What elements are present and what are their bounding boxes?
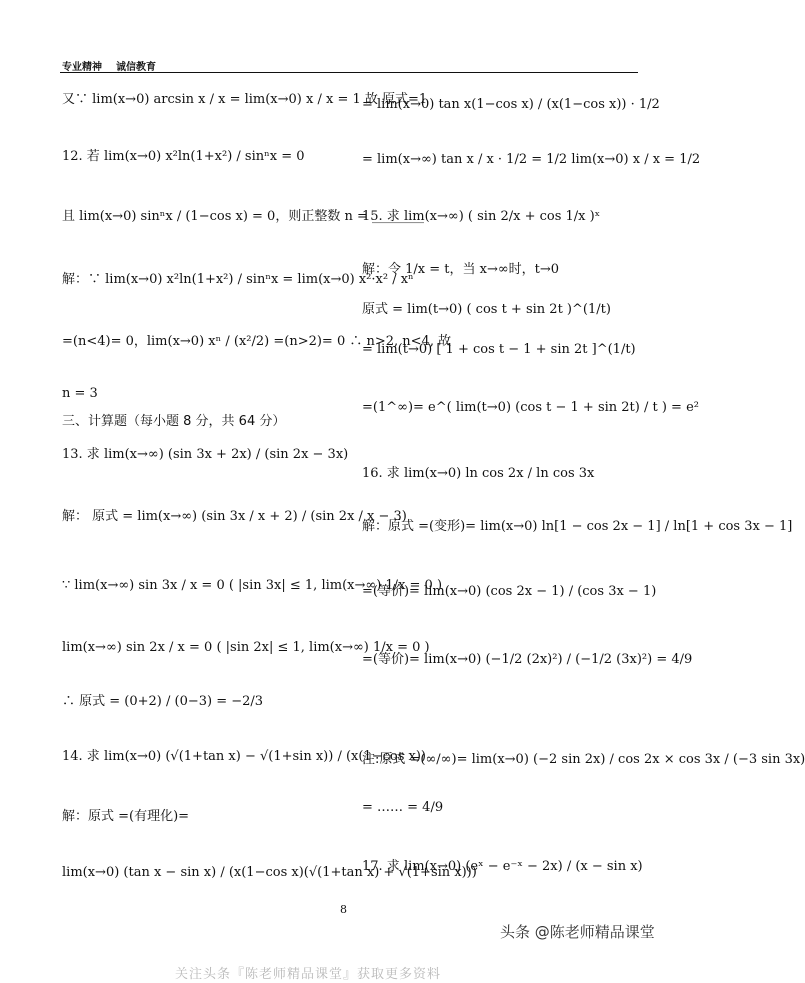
problem-16-solution: 解：原式 =(变形)= lim(x→0) ln[1 − cos 2x − 1] / ln[1 + cos 3x − 1] <box>362 519 793 534</box>
problem-12-solution-step: =(n<4)= 0，lim(x→0) xⁿ / (x²/2) =(n>2)= 0 ∴ n>2, n<4, 故 <box>62 334 452 349</box>
problem-15-step: 原式 = lim(t→0) ( cos t + sin 2t )^(1/t) <box>362 302 611 317</box>
problem-13-statement: 13. 求 lim(x→∞) (sin 3x + 2x) / (sin 2x − 3x) <box>62 447 349 462</box>
problem-12-solution: 解：∵ lim(x→0) x²ln(1+x²) / sinⁿx = lim(x→0) x²·x² / xⁿ <box>62 272 414 287</box>
section-heading: 三、计算题（每小题 8 分，共 64 分） <box>62 414 286 429</box>
problem-15-statement: 15. 求 lim(x→∞) ( sin 2/x + cos 1/x )ˣ <box>362 209 601 224</box>
problem-12-answer: n = 3 <box>62 386 98 401</box>
problem-15-step: = lim(t→0) [ 1 + cos t − 1 + sin 2t ]^(1/t) <box>362 342 636 357</box>
problem-16-note: 注:原式 =(∞/∞)= lim(x→0) (−2 sin 2x) / cos 2x × cos 3x / (−3 sin 3x) <box>362 752 805 767</box>
problem-14-statement: 14. 求 lim(x→0) (√(1+tan x) − √(1+sin x)) / (x(1−cos x)) <box>62 749 426 764</box>
math-line: = lim(x→∞) tan x / x · 1/2 = 1/2 lim(x→0) x / x = 1/2 <box>362 152 701 167</box>
problem-14-solution: 解：原式 =(有理化)= <box>62 809 190 824</box>
footer-text: 关注头条『陈老师精品课堂』获取更多资料 <box>175 967 442 982</box>
problem-13-step: ∵ lim(x→∞) sin 3x / x = 0 ( |sin 3x| ≤ 1, lim(x→∞) 1/x = 0 ) <box>62 578 443 593</box>
problem-13-step: lim(x→∞) sin 2x / x = 0 ( |sin 2x| ≤ 1, lim(x→∞) 1/x = 0 ) <box>62 640 430 655</box>
problem-17-statement: 17. 求 lim(x→0) (eˣ − e⁻ˣ − 2x) / (x − sin x) <box>362 859 643 874</box>
problem-16-statement: 16. 求 lim(x→0) ln cos 2x / ln cos 3x <box>362 466 595 481</box>
problem-16-step: =(等价)= lim(x→0) (cos 2x − 1) / (cos 3x − 1) <box>362 584 657 599</box>
problem-14-step: lim(x→0) (tan x − sin x) / (x(1−cos x)(√(1+tan x) + √(1+sin x))) <box>62 865 477 880</box>
header-rule <box>60 72 638 73</box>
page-number: 8 <box>340 903 347 916</box>
problem-13-answer: ∴ 原式 = (0+2) / (0−3) = −2/3 <box>62 694 264 709</box>
problem-12-statement: 12. 若 lim(x→0) x²ln(1+x²) / sinⁿx = 0 <box>62 149 305 164</box>
math-line: = lim(x→0) tan x(1−cos x) / (x(1−cos x)) · 1/2 <box>362 97 660 112</box>
math-line: 又∵ lim(x→0) arcsin x / x = lim(x→0) x / x = 1 故 原式=1 <box>62 92 428 107</box>
header-right-text: 诚信教育 <box>116 62 156 73</box>
problem-16-note-result: = …… = 4/9 <box>362 800 444 815</box>
header-left-text: 专业精神 <box>62 62 102 73</box>
problem-13-solution: 解： 原式 = lim(x→∞) (sin 3x / x + 2) / (sin 2x / x − 3) <box>62 509 407 524</box>
problem-15-solution: 解：令 1/x = t，当 x→∞时，t→0 <box>362 262 560 277</box>
watermark: 头条 @陈老师精品课堂 <box>500 923 655 941</box>
problem-16-step: =(等价)= lim(x→0) (−1/2 (2x)²) / (−1/2 (3x)²) = 4/9 <box>362 652 693 667</box>
problem-12-condition: 且 lim(x→0) sinⁿx / (1−cos x) = 0，则正整数 n = ________ <box>62 209 424 224</box>
page-header <box>62 58 156 73</box>
problem-15-answer: =(1^∞)= e^( lim(t→0) (cos t − 1 + sin 2t) / t ) = e² <box>362 400 699 415</box>
